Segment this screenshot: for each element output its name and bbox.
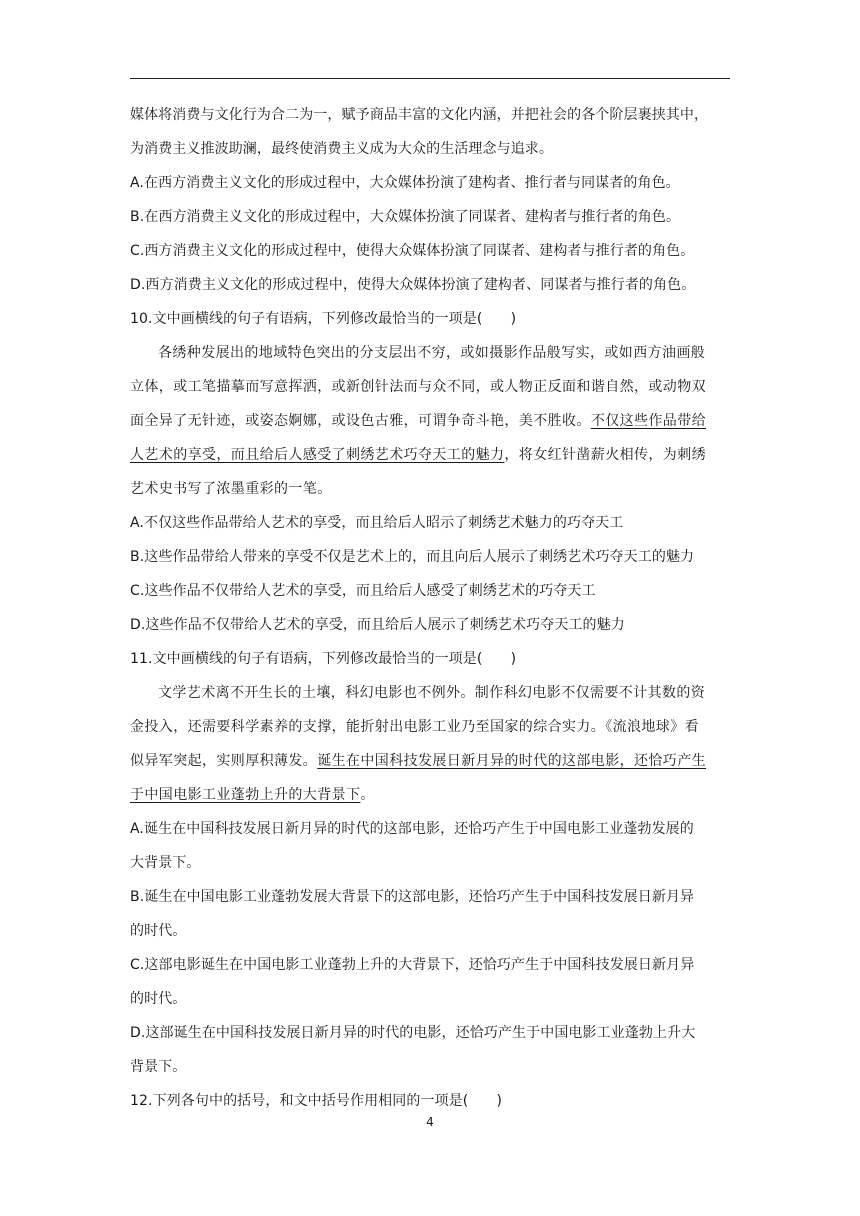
q9-option-b: B.在西方消费主义文化的形成过程中，大众媒体扮演了同谋者、建构者与推行者的角色。 <box>130 209 681 225</box>
q11-option-c-line-2: 的时代。 <box>130 991 187 1007</box>
q10-passage-text: 面全异了无针迹，或姿态婀娜，或设色古雅，可谓争奇斗艳，美不胜收。 <box>130 413 591 429</box>
q11-option-d-line-1: D.这部诞生在中国科技发展日新月异的时代的电影，还恰巧产生于中国电影工业蓬勃上升大 <box>130 1025 696 1041</box>
intro-line-2: 为消费主义推波助澜，最终使消费主义成为大众的生活理念与追求。 <box>130 141 553 157</box>
header-rule <box>130 78 730 79</box>
q10-option-d: D.这些作品不仅带给人艺术的享受，而且给后人展示了刺绣艺术巧夺天工的魅力 <box>130 617 625 633</box>
page-number: 4 <box>426 1115 434 1129</box>
q11-passage-line-3 <box>130 744 730 778</box>
page-content <box>130 98 730 1118</box>
q11-option-c-line-1: C.这部电影诞生在中国电影工业蓬勃上升的大背景下，还恰巧产生于中国科技发展日新月异 <box>130 957 695 973</box>
q11-passage-line-4 <box>130 778 730 812</box>
q11-option-d-line-2: 背景下。 <box>130 1059 187 1075</box>
q10-passage-text: ，将女红针凿薪火相传，为刺绣 <box>504 447 707 463</box>
q11-passage-text: 。 <box>360 787 375 803</box>
q11-passage <box>130 676 730 812</box>
q11-option-a-line-2: 大背景下。 <box>130 855 201 871</box>
q10-passage-line-1: 各绣种发展出的地域特色突出的分支层出不穷，或如摄影作品般写实，或如西方油画般 <box>158 345 706 361</box>
q11-underlined-sentence-end: 于中国电影工业蓬勃上升的大背景下 <box>130 787 361 803</box>
q10-option-b: B.这些作品带给人带来的享受不仅是艺术上的，而且向后人展示了刺绣艺术巧夺天工的魅力 <box>130 549 695 565</box>
q11-underlined-sentence-start: 诞生在中国科技发展日新月异的时代的这部电影，还恰巧产生 <box>317 753 707 769</box>
q11-option-a-line-1: A.诞生在中国科技发展日新月异的时代的这部电影，还恰巧产生于中国电影工业蓬勃发展的 <box>130 821 694 837</box>
q9-option-a: A.在西方消费主义文化的形成过程中，大众媒体扮演了建构者、推行者与同谋者的角色。 <box>130 175 680 191</box>
q12-question: 12.下列各句中的括号，和文中括号作用相同的一项是( ) <box>130 1093 503 1109</box>
q10-underlined-sentence-end: 人艺术的享受，而且给后人感受了刺绣艺术巧夺天工的魅力 <box>130 447 505 463</box>
q9-option-d: D.西方消费主义文化的形成过程中，使得大众媒体扮演了建构者、同谋者与推行者的角色。 <box>130 277 696 293</box>
q10-option-c: C.这些作品不仅带给人艺术的享受，而且给后人感受了刺绣艺术的巧夺天工 <box>130 583 596 599</box>
q10-passage <box>130 336 730 506</box>
q10-option-a: A.不仅这些作品带给人艺术的享受，而且给后人昭示了刺绣艺术魅力的巧夺天工 <box>130 515 624 531</box>
q11-question: 11.文中画横线的句子有语病，下列修改最恰当的一项是( ) <box>130 651 517 667</box>
q10-underlined-sentence-start: 不仅这些作品带给 <box>590 413 707 429</box>
q9-option-c: C.西方消费主义文化的形成过程中，使得大众媒体扮演了同谋者、建构者与推行者的角色。 <box>130 243 695 259</box>
q11-passage-line-1: 文学艺术离不开生长的土壤，科幻电影也不例外。制作科幻电影不仅需要不计其数的资 <box>158 685 706 701</box>
q10-question: 10.文中画横线的句子有语病，下列修改最恰当的一项是( ) <box>130 311 517 327</box>
q10-passage-line-4 <box>130 438 730 472</box>
q11-option-b-line-1: B.诞生在中国电影工业蓬勃发展大背景下的这部电影，还恰巧产生于中国科技发展日新月异 <box>130 889 695 905</box>
intro-line-1: 媒体将消费与文化行为合二为一，赋予商品丰富的文化内涵，并把社会的各个阶层裹挟其中， <box>130 107 709 123</box>
q10-passage-line-2: 立体，或工笔描摹而写意挥洒，或新创针法而与众不同，或人物正反面和谐自然，或动物双 <box>130 379 706 395</box>
q11-option-b-line-2: 的时代。 <box>130 923 187 939</box>
q11-passage-line-2: 金投入，还需要科学素养的支撑，能折射出电影工业乃至国家的综合实力。《流浪地球》看 <box>130 719 699 735</box>
q10-passage-line-5: 艺术史书写了浓墨重彩的一笔。 <box>130 481 332 497</box>
q11-passage-text: 似异军突起，实则厚积薄发。 <box>130 753 318 769</box>
q10-passage-line-3 <box>130 404 730 438</box>
